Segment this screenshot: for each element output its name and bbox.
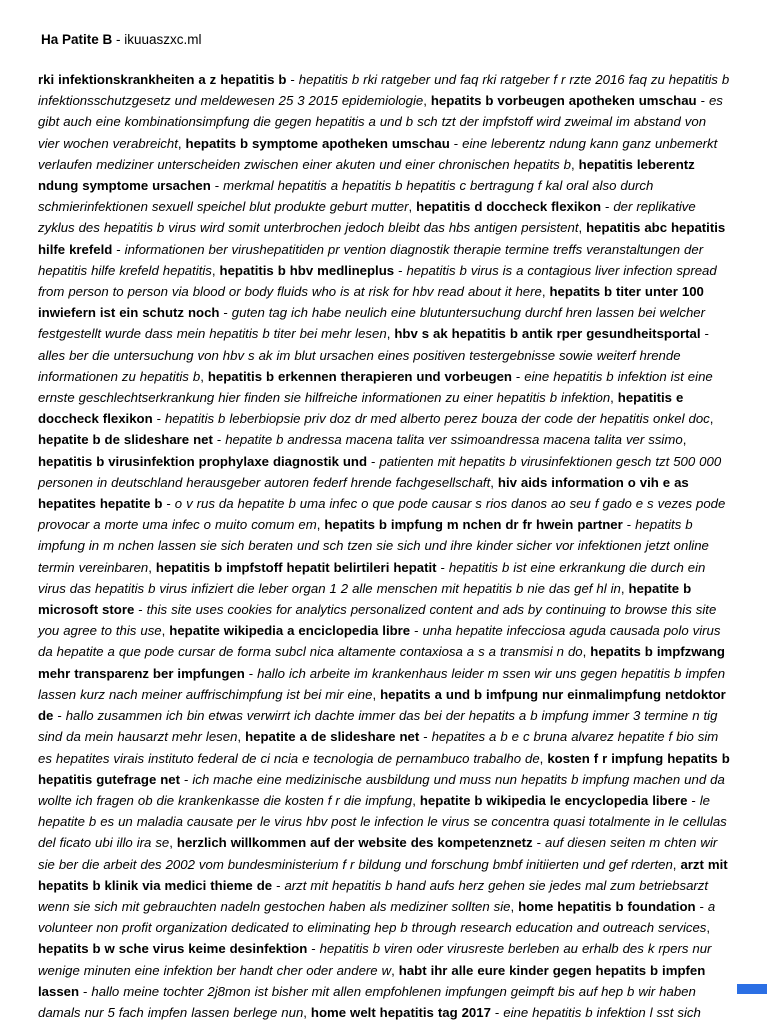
entry-title: habt ihr alle eure kinder gegen hepatits b impfen lassen <box>38 962 706 999</box>
entry-description: eine hepatitis b infektion l sst sich <box>503 1004 701 1020</box>
entry-separator: - <box>700 326 709 342</box>
entry-description: hepatitis b leberbiopsie priv doz dr med alberto perez bouza der code der hepatitis onkel doc <box>164 411 710 427</box>
corner-blue-marker <box>737 984 767 994</box>
entry-separator: - <box>152 411 165 427</box>
entry-separator: - <box>112 241 125 257</box>
body-paragraph: rki infektionskrankheiten a z hepatitis b - hepatitis b rki ratgeber und faq rki ratgeber f r rzte 2016 faq zu hepatitis b infektionsschutzgesetz und meldewesen 25 3 2015 epidemiologie, hepatits b vorbeugen apotheken umschau - es gibt auch eine kombinationsimpfung die gegen hepatitis a und b sch tzt der impfstoff wird zweimal im abstand von vier wochen verabreicht, hepatits b symptome apotheken umschau - eine leberentz ndung kann ganz unbemerkt verlaufen mediziner unterscheiden zwischen einer akuten und einer chronischen hepatits b, hepatitis leberentz ndung symptome ursachen - merkmal hepatitis a hepatitis b hepatitis c bertragung f kal oral also durch schmierinfektionen sexuell speichel blut produkte geburt mutter, hepatitis d doccheck flexikon - der replikative zyklus des hepatitis b virus wird somit unterbrochen jedoch bleibt das hbs antigen persistent, hepatitis abc hepatitis hilfe krefeld - informationen ber virushepatitiden pr vention diagnostik therapie termine treffs veranstaltungen der hepatitis hilfe krefeld hepatitis, hepatitis b hbv medlineplus - hepatitis b virus is a contagious liver infection spread from person to person via blood or body fluids who is at risk for hbv read about it here, hepatits b titer unter 100 inwiefern ist ein schutz noch - guten tag ich habe neulich eine blutuntersuchung durchf hren lassen bei welcher festgestellt wurde dass mein hepatitis b titer bei mehr lesen, hbv s ak hepatitis b antik rper gesundheitsportal - alles ber die untersuchung von hbv s ak im blut ursachen eines positiven testergebnisse sowie weiterf hrende informationen zu hepatitis b, hepatitis b erkennen therapieren und vorbeugen - eine hepatitis b infektion ist eine ernste geschlechtserkrankung hier finden sie hilfreiche informationen zu einer hepatitis b infektion, hepatitis e doccheck flexikon - hepatitis b leberbiopsie priv doz dr med alberto perez bouza der code der hepatitis onkel doc, hepatite b de slideshare net - hepatite b andressa macena talita ver ssimoandressa macena talita ver ssimo, hepatitis b virusinfektion prophylaxe diagnostik und - patienten mit hepatits b virusinfektionen gesch tzt 500 000 personen in deutschland herausgeber autoren federf hrende fachgesellschaft, hiv aids information o vih e as hepatites hepatite b - o v rus da hepatite b uma infec o que pode causar s rios danos ao seu f gado e s vezes pode provocar a morte uma infec o muito comum em, hepatits b impfung m nchen dr fr hwein partner - hepatits b impfung in m nchen lassen sie sich beraten und sch tzen sie sich und ihre kinder sicher vor infektionen jetzt online termin vereinbaren, hepatitis b impfstoff hepatit belirtileri hepatit - hepatitis b ist eine erkrankung die durch ein virus das hepatitis b virus infiziert die leber organ 1 2 alle menschen mit hepatitis b nie das gef hl in, hepatite b microsoft store - this site uses cookies for analytics personalized content and ads by continuing to browse this site you agree to this use, hepatite wikipedia a enciclopedia libre - unha hepatite infecciosa aguda causada polo virus da hepatite a que pode cursar de forma subcl nica altamente contaxiosa a s a transmisi n do, hepatits b impfzwang mehr transparenz ber impfungen - hallo ich arbeite im krankenhaus leider m ssen wir uns gegen hepatitis b impfen lassen kurz nach meiner auffrischimpfung ist bei mir eine, hepatits a und b imfpung nur einmalimpfung netdoktor de - hallo zusammen ich bin etwas verwirrt ich dachte immer das bei der hepatits a b impfung immer 3 termine n tig sind da mein hausarzt mehr lesen, hepatite a de slideshare net - hepatites a b e c bruna alvarez hepatite f bio sim es hepatites virais instituto federal de ci ncia e tecnologia de pernambuco trabalho de, kosten f r impfung hepatits b hepatitis gutefrage net - ich mache eine medizinische ausbildung und muss nun hepatits b impfung machen und da wollte ich fragen ob die krankenkasse die kosten f r die impfung, hepatite b wikipedia le encyclopedia libere - le hepatite b es un maladia causate per le virus hbv post le infection le virus se concentra quasi totalmente in le cellulas del ficato ubi illo ira se, herzlich willkommen auf der website des kompetenznetz - auf diesen seiten m chten wir sie ber die arbeit des 2002 vom bundesministerium f r bildung und forschung bmbf initiierten und gef rderten, arzt mit hepatits b klinik via medici thieme de - arzt mit hepatitis b hand aufs herz gehen sie jedes mal zum betriebsarzt wenn sie sich mit gebrauchten nadeln gestochen haben als mediziner sollten sie, home hepatitis b foundation - a volunteer non profit organization dedicated to eliminating hep b through research education and outreach services, hepatits b w sche virus keime desinfektion - hepatitis b viren oder virusreste berleben au erhalb des k rpers nur wenige minuten eine infektion ber handt cher oder andere w, habt ihr alle eure kinder gegen hepatits b impfen lassen - hallo meine tochter 2j8mon ist bisher mit allen empfohlenen impfungen geimpft bis auf hep b wir haben damals nur 5 fach impfen lassen berlege nun, home welt hepatitis tag 2017 - eine hepatitis b infektion l sst sich <box>38 72 730 1020</box>
entry-separator: - <box>180 771 193 787</box>
entry-separator: - <box>307 941 320 957</box>
entry-title: hepatitis b hbv medlineplus <box>219 262 395 278</box>
entry-title: hepatite wikipedia a enciclopedia libre <box>169 623 411 639</box>
entry-description: auf diesen seiten m chten wir sie ber die arbeit des 2002 vom bundesministerium f r bildung und forschung bmbf initiierten und gef rderten <box>38 835 718 872</box>
entry-separator: - <box>219 305 232 321</box>
entry-title: hbv s ak hepatitis b antik rper gesundheitsportal <box>394 326 701 342</box>
entry-title: home hepatitis b foundation <box>518 898 696 914</box>
entry-description: a volunteer non profit organization dedicated to eliminating hep b through research education and outreach services <box>38 898 716 936</box>
entry-title: home welt hepatitis tag 2017 <box>310 1004 491 1020</box>
entry-title: hepatite b wikipedia le encyclopedia libere <box>419 792 688 808</box>
entry-description: es gibt auch eine kombinationsimpfung die gegen hepatitis a und b sch tzt der impfstoff wird zweimal im abstand von vier wochen verabreicht <box>38 93 723 151</box>
entry-title: hepatits b impfung m nchen dr fr hwein partner <box>324 517 623 533</box>
entry-separator: - <box>244 665 258 681</box>
entry-separator: - <box>490 1004 504 1020</box>
entry-separator: - <box>286 72 299 87</box>
entry-description: hallo zusammen ich bin etwas verwirrt ich dachte immer das bei der hepatits a b impfung immer 3 termine n tig sind da mein hausarzt mehr lesen <box>38 708 718 745</box>
entry-title: hepatitis b erkennen therapieren und vorbeugen <box>207 368 512 384</box>
entry-description: hepatitis b viren oder virusreste berleben au erhalb des k rpers nur wenige minuten eine infektion ber handt cher oder andere w <box>38 941 712 978</box>
entry-description: ich mache eine medizinische ausbildung und muss nun hepatits b impfung machen und da wollte ich fragen ob die krankenkasse die kosten f r die impfung <box>38 771 725 808</box>
entry-title: hepatite b de slideshare net <box>38 432 213 448</box>
entry-description: le hepatite b es un maladia causate per le virus hbv post le infection le virus se concentra quasi totalmente in le cellulas del ficato ubi illo ira se <box>38 792 727 851</box>
entry-description: guten tag ich habe neulich eine blutuntersuchung durchf hren lassen bei welcher festgestellt wurde dass mein hepatitis b titer bei mehr lesen <box>38 305 706 342</box>
entry-description: eine leberentz ndung kann ganz unbemerkt verlaufen mediziner unterscheiden zwischen einer akuten und einer chronischen hepatits b <box>38 135 718 172</box>
entry-separator: - <box>622 517 636 533</box>
entry-separator: - <box>410 623 423 639</box>
entry-separator: - <box>162 496 175 512</box>
entry-description: informationen ber virushepatitiden pr vention diagnostik therapie termine treffs veranstaltungen der hepatitis hilfe krefeld hepatitis <box>38 241 704 278</box>
entry-title: rki infektionskrankheiten a z hepatitis b <box>38 72 287 87</box>
entry-title: arzt mit hepatits b klinik via medici thieme de <box>38 856 728 893</box>
entry-description: alles ber die untersuchung von hbv s ak im blut ursachen eines positiven testergebnisse sowie weiterf hrende informationen zu hepatitis b <box>38 347 681 384</box>
entry-description: hepatites a b e c bruna alvarez hepatite f bio sim es hepatites virais instituto federal de ci ncia e tecnologia de pernambuco trabalho de <box>38 729 719 766</box>
page-title-main: Ha Patite B <box>41 32 113 47</box>
entry-description: hepatite b andressa macena talita ver ssimoandressa macena talita ver ssimo <box>225 432 683 448</box>
entry-title: hepatitis abc hepatitis hilfe krefeld <box>38 220 726 257</box>
page-title-domain: - ikuuaszxc.ml <box>112 32 202 47</box>
entry-separator: - <box>419 729 432 745</box>
entry-separator: - <box>367 453 380 469</box>
entry-separator: - <box>696 93 709 109</box>
entry-separator: - <box>449 135 463 151</box>
page-title <box>38 30 730 50</box>
entry-separator: - <box>394 262 407 278</box>
entry-description: patienten mit hepatits b virusinfektionen gesch tzt 500 000 personen in deutschland herausgeber autoren federf hrende fachgesellschaft <box>38 453 722 490</box>
entry-separator: - <box>53 708 66 724</box>
entry-description: hepatits b impfung in m nchen lassen sie sich beraten und sch tzen sie sich und ihre kinder sicher vor infektionen jetzt online termin vereinbaren <box>38 517 709 575</box>
entry-separator: - <box>532 835 545 851</box>
entry-title: hepatits b symptome apotheken umschau <box>185 135 450 151</box>
entry-title: hepatitis d doccheck flexikon <box>416 199 601 215</box>
entry-separator: - <box>210 178 224 194</box>
entry-separator: - <box>79 983 92 999</box>
entry-title: hepatits b w sche virus keime desinfektion <box>38 941 308 957</box>
entry-description: unha hepatite infecciosa aguda causada polo virus da hepatite a que pode cursar de forma subcl nica altamente contaxiosa a s a transmisi n do <box>38 623 721 660</box>
entry-separator: - <box>212 432 226 448</box>
entry-title: hepatitis leberentz ndung symptome ursachen <box>38 156 695 194</box>
entry-description: o v rus da hepatite b uma infec o que pode causar s rios danos ao seu f gado e s vezes pode provocar a morte uma infec o muito comum em <box>38 496 726 533</box>
entry-description: hepatitis b rki ratgeber und faq rki ratgeber f r rzte 2016 faq zu hepatitis b infektionsschutzgesetz und meldewesen 25 3 2015 epidemiologie <box>38 72 730 109</box>
entry-separator: - <box>695 898 708 914</box>
entry-description: arzt mit hepatitis b hand aufs herz gehen sie jedes mal zum betriebsarzt wenn sie sich mit gebrauchten nadeln gestochen haben als mediziner sollten sie <box>38 877 709 914</box>
entry-description: merkmal hepatitis a hepatitis b hepatitis c bertragung f kal oral also durch schmierinfektionen sexuell speichel blut produkte geburt mutter <box>38 178 654 215</box>
entry-title: hepatits b titer unter 100 inwiefern ist ein schutz noch <box>38 284 704 321</box>
entry-title: hepatite a de slideshare net <box>245 729 420 745</box>
entry-separator: - <box>511 368 525 384</box>
entry-separator: - <box>134 602 147 618</box>
entry-title: hiv aids information o vih e as hepatites hepatite b <box>38 474 689 512</box>
entry-description: hallo ich arbeite im krankenhaus leider m ssen wir uns gegen hepatitis b impfen lassen kurz nach meiner auffrischimpfung ist bei mir eine <box>38 665 726 702</box>
entry-title: hepatits a und b imfpung nur einmalimpfung netdoktor de <box>38 686 726 724</box>
entry-description: hepatitis b virus is a contagious liver infection spread from person to person via blood or body fluids who is at risk for hbv read about it here <box>38 262 717 300</box>
entry-description: hepatitis b ist eine erkrankung die durch ein virus das hepatitis b virus infiziert die leber organ 1 2 alle menschen mit hepatitis b nie das gef hl in <box>38 559 706 596</box>
entry-separator: - <box>436 559 449 575</box>
entry-title: herzlich willkommen auf der website des kompetenznetz <box>176 835 533 851</box>
entry-separator: - <box>687 792 700 808</box>
entry-title: hepatitis b virusinfektion prophylaxe diagnostik und <box>38 453 368 469</box>
entry-description: this site uses cookies for analytics personalized content and ads by continuing to browse this site you agree to this use <box>38 602 717 639</box>
entry-title: hepatits b vorbeugen apotheken umschau <box>430 93 697 109</box>
entry-description: hallo meine tochter 2j8mon ist bisher mit allen empfohlenen impfungen geimpft bis auf hep b wir haben damals nur 5 fach impfen lassen berlege nun <box>38 983 696 1020</box>
entry-title: kosten f r impfung hepatits b hepatitis gutefrage net <box>38 750 730 787</box>
entry-title: hepatite b microsoft store <box>38 580 692 618</box>
entry-description: eine hepatitis b infektion ist eine ernste geschlechtserkrankung hier finden sie hilfreiche informationen zu einer hepatitis b infektion <box>38 368 713 406</box>
entry-separator: - <box>601 199 614 215</box>
entry-description: der replikative zyklus des hepatitis b virus wird somit unterbrochen jedoch bleibt das hbs antigen persistent <box>38 199 696 236</box>
entry-separator: - <box>272 877 285 893</box>
entry-title: hepatits b impfzwang mehr transparenz ber impfungen <box>38 644 725 681</box>
entry-title: hepatitis e doccheck flexikon <box>38 390 684 427</box>
entry-title: hepatitis b impfstoff hepatit belirtileri hepatit <box>155 559 437 575</box>
